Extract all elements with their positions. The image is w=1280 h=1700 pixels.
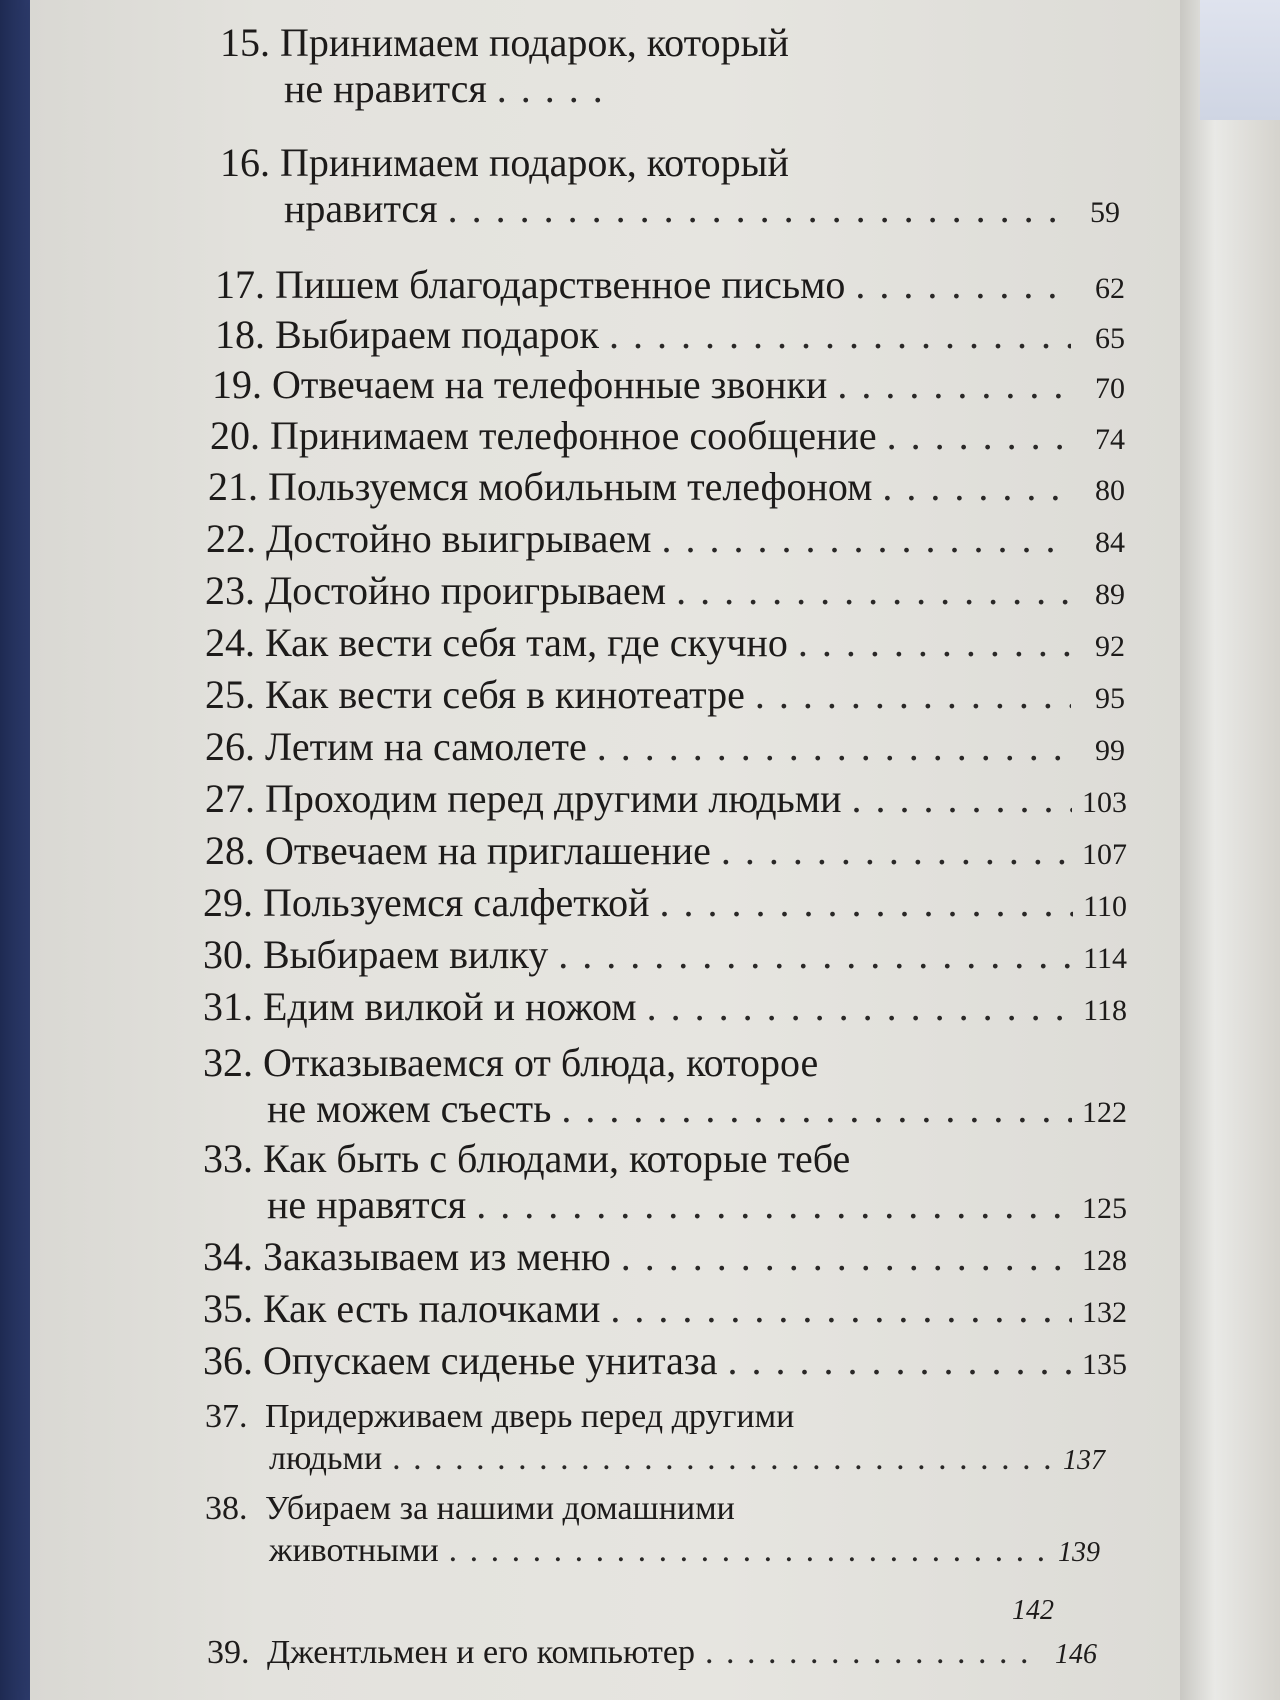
toc-entry	[212, 362, 1125, 412]
leader-dots	[676, 568, 1071, 614]
toc-entry	[220, 140, 1120, 236]
entry-title: Отвечаем на телефонные звонки	[272, 362, 828, 407]
page-number: 103	[1082, 786, 1127, 819]
entry-title: Джентльмен и его компьютер	[267, 1634, 695, 1671]
page-number: 125	[1082, 1192, 1127, 1225]
entry-title: Отвечаем на приглашение	[265, 828, 711, 873]
entry-title: Выбираем подарок	[275, 312, 599, 357]
page-number: 118	[1083, 994, 1127, 1027]
toc-entry	[203, 1234, 1127, 1284]
page-number: 122	[1082, 1096, 1127, 1129]
entry-number: 17.	[215, 262, 265, 307]
leader-dots	[727, 1338, 1072, 1384]
entry-title: Выбираем вилку	[263, 932, 549, 977]
page-number: 70	[1095, 372, 1125, 405]
entry-title: Принимаем подарок, который	[280, 20, 789, 65]
entry-number: 22.	[206, 516, 256, 561]
page-number: 146	[1055, 1639, 1097, 1670]
entry-title: Летим на самолете	[265, 724, 587, 769]
entry-number: 37.	[205, 1398, 248, 1435]
page-number: 114	[1083, 942, 1127, 975]
leader-dots	[392, 1438, 1051, 1480]
entry-number: 29.	[203, 880, 253, 925]
entry-title-continued: людьми	[269, 1440, 383, 1477]
leader-dots	[705, 1632, 1043, 1674]
leader-dots	[558, 932, 1073, 978]
leader-dots	[647, 984, 1073, 1030]
entry-number: 28.	[205, 828, 255, 873]
page-number: 128	[1082, 1244, 1127, 1277]
entry-number: 27.	[205, 776, 255, 821]
entry-number: 23.	[205, 568, 255, 613]
leader-dots	[610, 1286, 1072, 1332]
entry-title: Пользуемся мобильным телефоном	[268, 464, 873, 509]
entry-number: 30.	[203, 932, 253, 977]
entry-title: Едим вилкой и ножом	[263, 984, 637, 1029]
toc-entry	[205, 620, 1125, 670]
leader-dots	[837, 362, 1071, 408]
page-number: 80	[1095, 474, 1125, 507]
entry-title: Как быть с блюдами, которые тебе	[263, 1136, 851, 1181]
toc-entry	[205, 1396, 1105, 1482]
leader-dots	[721, 828, 1072, 874]
page-number: 59	[1090, 196, 1120, 229]
entry-number: 21.	[208, 464, 258, 509]
toc-entry	[206, 516, 1125, 566]
page-number: 62	[1095, 272, 1125, 305]
page-number: 92	[1095, 630, 1125, 663]
page-number: 132	[1082, 1296, 1127, 1329]
leader-dots	[597, 724, 1071, 770]
entry-number: 26.	[205, 724, 255, 769]
entry-title: Достойно выигрываем	[266, 516, 652, 561]
entry-title: Заказываем из меню	[263, 1234, 611, 1279]
page-number: 65	[1095, 322, 1125, 355]
entry-title-continued: животными	[269, 1532, 439, 1569]
entry-number: 38.	[205, 1490, 248, 1527]
entry-title: Отказываемся от блюда, которое	[263, 1040, 819, 1085]
entry-number: 15.	[220, 20, 270, 65]
toc-entry	[203, 880, 1127, 930]
entry-title: Принимаем подарок, который	[280, 140, 789, 185]
entry-title: Проходим перед другими людьми	[265, 776, 842, 821]
toc-entry	[203, 1136, 1127, 1232]
entry-number: 18.	[215, 312, 265, 357]
entry-number: 16.	[220, 140, 270, 185]
entry-title: Убираем за нашими домашними	[265, 1490, 735, 1527]
entry-number: 36.	[203, 1338, 253, 1383]
leader-dots	[497, 66, 617, 112]
toc-entry	[220, 20, 1120, 112]
entry-title: Достойно проигрываем	[265, 568, 667, 613]
entry-number: 20.	[210, 413, 260, 458]
leader-dots	[448, 186, 1066, 232]
toc-entry	[207, 1632, 1097, 1676]
leader-dots	[755, 672, 1071, 718]
leader-dots	[561, 1086, 1072, 1132]
page-number: 84	[1095, 526, 1125, 559]
page-number: 95	[1095, 682, 1125, 715]
leader-dots	[659, 880, 1073, 926]
toc-entry	[215, 262, 1125, 312]
entry-number: 34.	[203, 1234, 253, 1279]
toc-entry	[205, 724, 1125, 774]
entry-number: 31.	[203, 984, 253, 1029]
entry-number: 39.	[207, 1634, 250, 1671]
page-number: 135	[1082, 1348, 1127, 1381]
toc-entry	[203, 1040, 1127, 1136]
page-number: 110	[1083, 890, 1127, 923]
page-number: 137	[1063, 1445, 1105, 1476]
entry-title-continued: не нравятся	[267, 1182, 467, 1227]
entry-title: Придерживаем дверь перед другими	[265, 1398, 795, 1435]
toc-entry	[203, 1286, 1127, 1336]
leader-dots	[855, 262, 1071, 308]
entry-title: Как есть палочками	[263, 1286, 601, 1331]
page-number: 107	[1082, 838, 1127, 871]
entry-title: Опускаем сиденье унитаза	[263, 1338, 718, 1383]
toc-entry	[205, 776, 1127, 826]
entry-title: Пользуемся салфеткой	[263, 880, 650, 925]
leader-dots	[661, 516, 1071, 562]
toc-entry	[203, 1338, 1127, 1388]
page-number: 142	[1012, 1595, 1054, 1626]
leader-dots	[882, 464, 1071, 510]
entry-title-continued: не можем съесть	[267, 1086, 552, 1131]
leader-dots	[609, 312, 1071, 358]
entry-number: 25.	[205, 672, 255, 717]
entry-number: 24.	[205, 620, 255, 665]
leader-dots	[798, 620, 1071, 666]
toc-entry	[205, 1488, 1100, 1574]
toc-entry	[205, 568, 1125, 618]
entry-title: Как вести себя в кинотеатре	[265, 672, 745, 717]
entry-number: 35.	[203, 1286, 253, 1331]
entry-number: 33.	[203, 1136, 253, 1181]
page-number: 139	[1058, 1537, 1100, 1568]
leader-dots	[621, 1234, 1072, 1280]
entry-title: Принимаем телефонное сообщение	[270, 413, 877, 458]
page-number: 89	[1095, 578, 1125, 611]
entry-number: 19.	[212, 362, 262, 407]
toc-entry	[203, 932, 1127, 982]
entry-title: Как вести себя там, где скучно	[265, 620, 788, 665]
toc-entry	[1010, 1590, 1100, 1632]
toc-entry	[215, 312, 1125, 362]
entry-title-continued: не нравится	[284, 66, 487, 111]
entry-title-continued: нравится	[284, 186, 438, 231]
toc-entry	[205, 828, 1127, 878]
leader-dots	[476, 1182, 1072, 1228]
leader-dots	[887, 413, 1071, 459]
leader-dots	[449, 1530, 1046, 1572]
toc-entry	[210, 413, 1125, 463]
leader-dots	[852, 776, 1072, 822]
page-number: 74	[1095, 423, 1125, 456]
entry-title: Пишем благодарственное письмо	[275, 262, 846, 307]
toc-entry	[208, 464, 1125, 514]
toc-entry	[203, 984, 1127, 1034]
toc-entry	[205, 672, 1125, 722]
page-number: 99	[1095, 734, 1125, 767]
entry-number: 32.	[203, 1040, 253, 1085]
